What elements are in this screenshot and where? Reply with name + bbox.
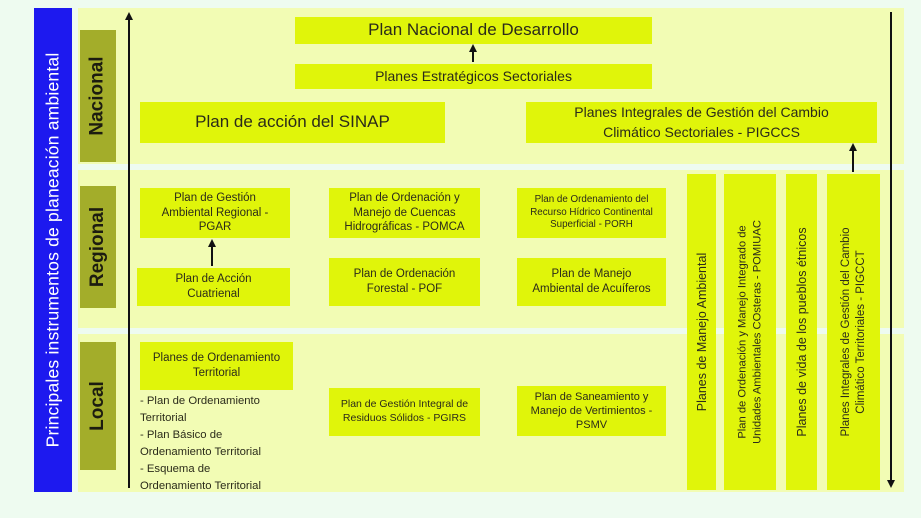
porh-label-3: Superficial - PORH <box>550 219 633 231</box>
level-nacional-label: Nacional <box>87 56 109 136</box>
porh-label-1: Plan de Ordenamiento del <box>534 193 649 205</box>
pomca-label-1: Plan de Ordenación y <box>349 191 460 204</box>
pomca-label-3: Hidrográficas - POMCA <box>344 221 465 234</box>
pgar-label-1: Plan de Gestión <box>174 191 256 204</box>
pigccs-label-2: Climático Sectoriales - PIGCCS <box>603 123 800 140</box>
pof-label-1: Plan de Ordenación <box>353 268 456 281</box>
pigcct-label-1: Planes Integrales de Gestión del Cambio <box>839 227 852 437</box>
pgirs-label-1: Plan de Gestión Integral de <box>340 398 469 411</box>
pac-label-1: Plan de Acción <box>175 273 252 286</box>
pot-list-line: Ordenamiento Territorial <box>140 479 261 492</box>
pot-list-line: Ordenamiento Territorial <box>140 445 261 458</box>
pof-label-2: Forestal - POF <box>366 283 443 295</box>
sinap-label: Plan de acción del SINAP <box>195 112 390 132</box>
level-local-label: Local <box>87 381 108 431</box>
pomiuac-label-2: Unidades Ambientales COsteras - POMIUAC <box>751 220 763 444</box>
pomca-label-2: Manejo de Cuencas <box>353 206 456 219</box>
pot-label-2: Territorial <box>192 367 241 379</box>
pma-acuiferos-label-1: Plan de Manejo <box>551 268 632 281</box>
pot-label-1: Planes de Ordenamiento <box>152 352 281 365</box>
pigcct-label-2: Climático Territoriales - PIGCCT <box>854 250 867 414</box>
pac-label-2: Cuatrienal <box>187 288 240 300</box>
level-regional-label: Regional <box>87 206 109 288</box>
psmv-label-3: PSMV <box>575 419 608 432</box>
pgirs-label-2: Residuos Sólidos - PGIRS <box>342 412 467 424</box>
pes-label: Planes Estratégicos Sectoriales <box>375 68 572 85</box>
pot-list-line: - Plan de Ordenamiento <box>140 395 260 407</box>
vbox-pueblos-label: Planes de vida de los pueblos étnicos <box>794 227 809 437</box>
pnd-label: Plan Nacional de Desarrollo <box>368 20 579 40</box>
pigccs-label-1: Planes Integrales de Gestión del Cambio <box>574 103 829 120</box>
psmv-label-2: Manejo de Vertimientos - <box>530 404 653 417</box>
pgar-label-3: PGAR <box>198 221 232 234</box>
porh-label-2: Recurso Hídrico Continental <box>530 206 653 218</box>
pma-acuiferos-label-2: Ambiental de Acuíferos <box>532 283 651 295</box>
sidebar-title: Principales instrumentos de planeación ambiental <box>42 52 63 448</box>
pot-list-line: Territorial <box>140 411 187 424</box>
psmv-label-1: Plan de Saneamiento y <box>534 390 649 403</box>
pomiuac-label-1: Plan de Ordenación y Manejo Integrado de <box>736 225 749 439</box>
pgar-label-2: Ambiental Regional - <box>161 206 269 219</box>
pot-list-line: - Esquema de <box>140 462 211 475</box>
vbox-pma-label: Planes de Manejo Ambiental <box>694 252 709 412</box>
pot-list-line: - Plan Básico de <box>140 428 223 441</box>
